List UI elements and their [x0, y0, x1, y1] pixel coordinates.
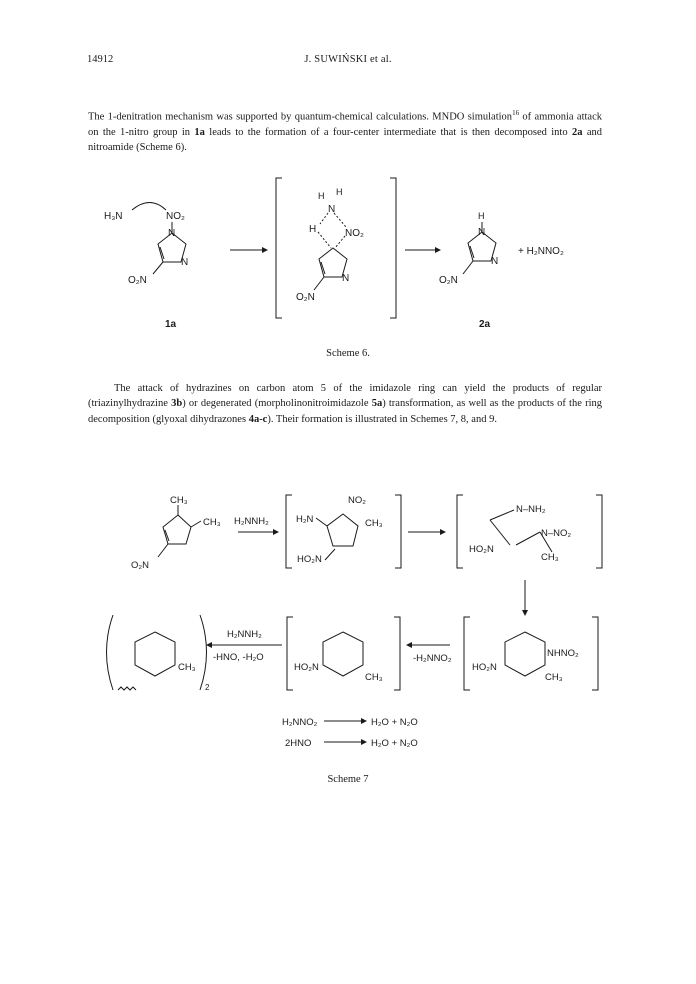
- svg-text:N: N: [491, 256, 499, 267]
- scheme-7-figure: [0, 480, 696, 760]
- svg-text:CH₃: CH₃: [170, 495, 188, 506]
- svg-text:O₂N: O₂N: [296, 292, 315, 303]
- svg-text:H: H: [309, 224, 317, 235]
- eq2-right: H₂O + N₂O: [371, 738, 418, 749]
- svg-text:2: 2: [205, 683, 210, 692]
- svg-text:HO₂N: HO₂N: [472, 662, 497, 673]
- svg-text:CH₃: CH₃: [545, 672, 563, 683]
- svg-text:HO₂N: HO₂N: [294, 662, 319, 673]
- scheme-6-caption: Scheme 6.: [326, 348, 370, 359]
- no2-label: NO₂: [166, 211, 185, 222]
- svg-text:HO₂N: HO₂N: [469, 544, 494, 555]
- svg-text:H₂N: H₂N: [296, 514, 314, 525]
- svg-text:N–NO₂: N–NO₂: [541, 528, 572, 539]
- scheme-7-caption: Scheme 7: [327, 774, 369, 785]
- svg-text:H₂NNH₂: H₂NNH₂: [227, 629, 262, 640]
- svg-text:H: H: [318, 191, 325, 201]
- eq1-right: H₂O + N₂O: [371, 717, 418, 728]
- page-header: [0, 54, 696, 70]
- loss-nitroamide: -H₂NNO₂: [413, 653, 452, 664]
- svg-text:CH₃: CH₃: [203, 517, 221, 528]
- svg-text:CH₃: CH₃: [178, 662, 196, 673]
- svg-text:H: H: [336, 187, 343, 197]
- nitroamide-product: + H₂NNO₂: [518, 246, 564, 257]
- svg-text:CH₃: CH₃: [365, 672, 383, 683]
- svg-text:CH₃: CH₃: [541, 552, 559, 563]
- svg-text:N–NH₂: N–NH₂: [516, 504, 546, 515]
- h3n-label: H₃N: [104, 211, 123, 222]
- svg-text:H: H: [478, 211, 485, 221]
- svg-text:NO₂: NO₂: [345, 228, 364, 239]
- running-head: J. SUWIŃSKI et al.: [304, 54, 392, 65]
- paragraph-2: The attack of hydrazines on carbon atom 5 of the imidazole ring can yield the products of regular (triazinylhydrazine 3b) or degenerated (morpholinonitroimidazole 5a) transformation, as well as the products of the ring decomposition (glyoxal dihydrazones 4a-c). Their formation is illustrated in Schemes 7, 8, and 9.: [88, 383, 602, 425]
- scheme-6-figure: [0, 170, 696, 350]
- loss-hno-water: -HNO, -H₂O: [213, 652, 264, 663]
- eq1-left: H₂NNO₂: [282, 717, 318, 728]
- svg-text:N: N: [168, 228, 176, 239]
- o2n-label: O₂N: [128, 275, 147, 286]
- eq2-left: 2HNO: [285, 738, 312, 749]
- reagent-hydrazine: H₂NNH₂: [234, 516, 269, 527]
- reference-16: 16: [512, 109, 520, 117]
- svg-text:O₂N: O₂N: [131, 560, 149, 571]
- compound-2a-label: 2a: [479, 319, 491, 330]
- compound-1a-label: 1a: [165, 319, 177, 330]
- svg-text:NHNO₂: NHNO₂: [547, 648, 579, 659]
- page-number: 14912: [87, 54, 114, 65]
- svg-text:N: N: [181, 257, 189, 268]
- svg-text:NO₂: NO₂: [348, 495, 366, 506]
- svg-text:CH₃: CH₃: [365, 518, 383, 529]
- paragraph-1: The 1-denitration mechanism was supported by quantum-chemical calculations. MNDO simulation$^{16}$ of ammonia attack on the 1-nitro group in 1a leads to the formation of a four-center intermediate that is then decomposed into 2a and nitroamide (Scheme 6).: [88, 109, 602, 154]
- svg-text:N: N: [342, 273, 350, 284]
- svg-text:O₂N: O₂N: [439, 275, 458, 286]
- svg-text:N: N: [328, 204, 336, 215]
- svg-text:N: N: [478, 227, 486, 238]
- svg-text:HO₂N: HO₂N: [297, 554, 322, 565]
